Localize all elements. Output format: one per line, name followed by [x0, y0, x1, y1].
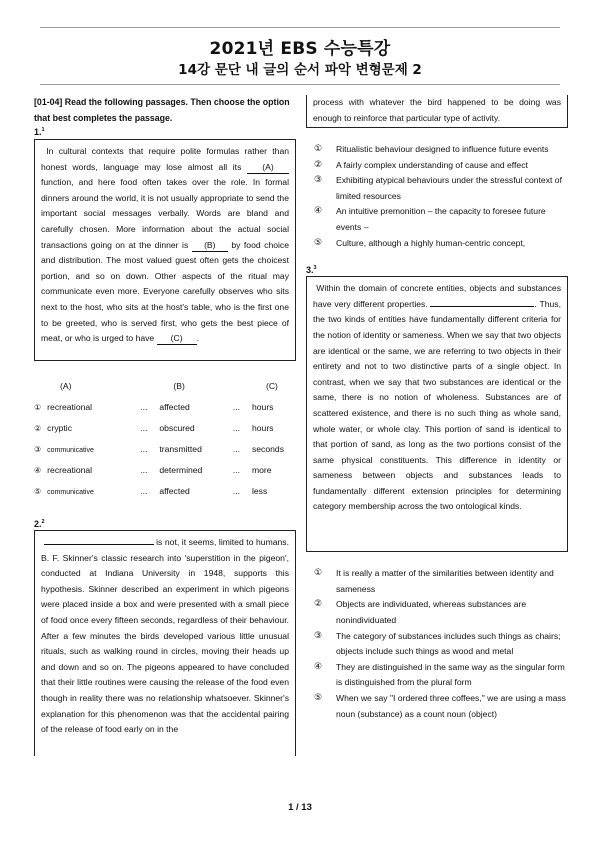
page-subtitle: 14강 문단 내 글의 순서 파악 변형문제 2 — [178, 62, 422, 78]
header-b: (B) — [173, 380, 185, 391]
option-3[interactable]: ③ Exhibiting atypical behaviours under the stressful context of limited resources — [314, 175, 562, 201]
choice-number: ⑤ — [34, 486, 42, 496]
question-2-options — [306, 142, 568, 251]
header-c: (C) — [265, 380, 278, 391]
choice-row[interactable]: ③ communicative ... transmitted ... seconds — [34, 443, 284, 454]
question-3-options — [306, 566, 568, 722]
choice-row[interactable]: ② cryptic ... obscured ... hours — [34, 422, 274, 433]
option-1[interactable]: ① Ritualistic behaviour designed to influence future events — [314, 144, 549, 154]
question-1-number: 1.$^1$ — [34, 127, 45, 137]
choices-header-row — [34, 375, 284, 396]
question-1-passage: In cultural contexts that require polite formulas rather than honest words, language may lose almost all its (A) function, and here food often takes over the role. In formal dinners around the world, it is not usually appropriate to send the important social messages verbally. Words are bland and carefully chosen. More information about the actual social transactions going on at the dinner is (B) by food choice and distribution. The most valued guest often gets the choicest portion, and so on down. Other aspects of the ritual may communicate even more. Everyone carefully observes who sits next to the host, who sits at the host's table, who is the first one to be greeted, who is served first, who gets the best piece of meat, or who is urged to have (C) . — [34, 139, 296, 361]
option-2[interactable]: ② Objects are individuated, whereas substances are nonindividuated — [314, 599, 527, 625]
option-1[interactable]: ① It is really a matter of the similarities between identity and sameness — [314, 568, 554, 594]
instructions: [01-04] Read the following passages. Then choose the option that best completes the passage. — [34, 97, 290, 123]
right-column — [306, 95, 568, 722]
header-a: (A) — [60, 380, 72, 391]
footnote-marker: 2 — [41, 519, 45, 525]
option-5[interactable]: ⑤ When we say "I ordered three coffees," we are using a mass noun (substance) as a count noun (object) — [314, 692, 566, 719]
question-2-passage: is not, it seems, limited to humans. B. F. Skinner's classic research into 'superstition in the pigeon', conducted at Indiana University in 1948, supports this hypothesis. Skinner described an experiment in which pigeons were placed inside a box and were presented with a small piece of food once every fifteen seconds, regardless of their behaviour. After a few minutes the birds developed various little unusual rituals, such as walking round in circles, moving their heads up and down and so on. The pigeons appeared to have concluded that their little routines were causing the release of the food even though in reality there was no relationship whatsoever. Skinner's explanation for this phenomenon was that the accidental pairing of the release of food early on in the — [34, 530, 296, 756]
option-4[interactable]: ④ An intuitive premonition – the capacity to foresee future events – — [314, 206, 546, 232]
blank-c: (C) — [157, 333, 197, 345]
question-3-passage: Within the domain of concrete entities, objects and substances have very different properties. . Thus, the two kinds of entities have fundamentally different criteria for the notion of identity or sameness. When we say that two objects are identical or the same, we are referring to two objects in their entirety and not to two distinctive parts of a single object. In contrast, when we say that two substances are identical or the same, there is no notion of wholeness. Substances are of scattered existence, and there is no such thing as whole sand, whole water, or whole clay. This portion of sand is identical to that portion of sand, as long as the two portions consist of the same physical constituents. This difference in identity or sameness between objects and substances leads to fundamentally different extension principles for determining category membership across the two ontological kinds. — [306, 276, 568, 552]
question-1-choices — [34, 375, 284, 501]
question-2-number: 2.$^2$ — [34, 519, 45, 529]
page-number: 1 / 13 — [288, 802, 312, 813]
choice-row[interactable]: ④ recreational ... determined ... more — [34, 464, 272, 475]
footnote-marker: 3 — [313, 265, 317, 272]
blank-a: (A) — [247, 162, 289, 174]
option-3[interactable]: ③ The category of substances includes such things as chairs; objects include such things as wood and metal — [314, 630, 561, 657]
choice-number: ① — [34, 402, 42, 412]
page-title: 2021년 EBS 수능특강 — [209, 39, 391, 59]
option-2[interactable]: ② A fairly complex understanding of cause and effect — [314, 159, 528, 170]
question-3-number: 3.$^3$ — [306, 265, 317, 276]
header-rule — [40, 84, 560, 85]
question-2-passage-continued: process with whatever the bird happened to be doing was enough to reinforce that particular type of activity. — [306, 95, 568, 128]
blank-b: (B) — [192, 240, 228, 252]
choice-row[interactable]: ⑤ communicative ... affected ... less — [34, 485, 268, 496]
blank-answer-2 — [44, 544, 154, 545]
left-column — [34, 95, 296, 756]
footnote-marker: 1 — [41, 127, 45, 133]
choice-row[interactable]: ① recreational ... affected ... hours — [34, 401, 274, 412]
choice-number: ③ — [34, 444, 42, 454]
option-4[interactable]: ④ They are distinguished in the same way as the singular form is distinguished from the plural form — [314, 661, 565, 688]
choice-number: ② — [34, 423, 42, 433]
top-rule — [40, 27, 560, 28]
blank-answer-3 — [430, 306, 534, 307]
option-5[interactable]: ⑤ Culture, although a highly human-centric concept, — [314, 237, 526, 248]
choice-number: ④ — [34, 465, 42, 475]
